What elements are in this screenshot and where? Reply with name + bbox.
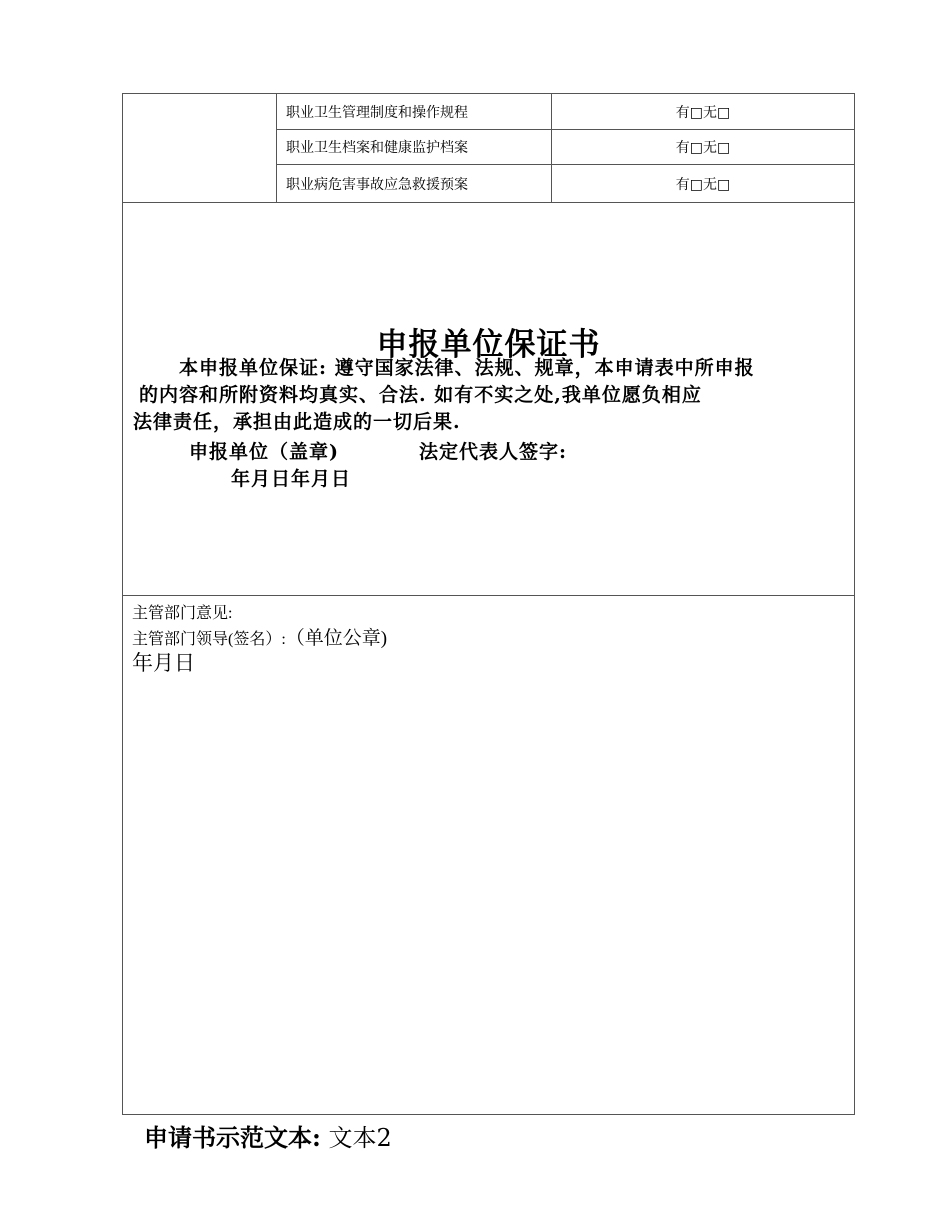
- pledge-section: [123, 203, 854, 596]
- authority-signature-label: 主管部门领导(签名）:: [132, 631, 286, 648]
- table-row: [277, 94, 854, 130]
- checklist-item-name: 职业病危害事故应急救援预案: [277, 165, 552, 202]
- pledge-text-line: 法律责任，承担由此造成的一切后果.: [133, 411, 461, 433]
- checklist-item-name: 职业卫生档案和健康监护档案: [277, 130, 552, 164]
- checklist-item-status: 有□无□: [675, 104, 731, 121]
- footer-label: 申请书示范文本:: [144, 1123, 321, 1152]
- table-row: [277, 165, 854, 202]
- application-form: [122, 93, 855, 1115]
- authority-signature-line: [132, 623, 387, 650]
- footer-value: 文本2: [320, 1124, 392, 1152]
- pledge-text-line: 本申报单位保证: 遵守国家法律、法规、规章，本申请表中所申报: [179, 357, 755, 379]
- checklist-table: [123, 94, 854, 203]
- unit-seal-label: （单位公章): [285, 628, 388, 649]
- checklist-item-status: 有□无□: [675, 176, 731, 193]
- checklist-category-cell: [123, 94, 277, 202]
- applicant-unit-seal-label: 申报单位（盖章): [189, 441, 339, 463]
- table-row: [277, 130, 854, 165]
- document-footer: [144, 1118, 392, 1153]
- pledge-title: 申报单位保证书: [376, 327, 601, 363]
- checklist-item-status: 有□无□: [675, 140, 731, 156]
- legal-representative-signature-label: 法定代表人签字:: [419, 441, 568, 463]
- authority-opinion-section: [123, 596, 854, 1114]
- checklist-item-name: 职业卫生管理制度和操作规程: [277, 94, 552, 129]
- pledge-text-line: 的内容和所附资料均真实、合法. 如有不实之处,我单位愿负相应: [139, 384, 702, 406]
- authority-date-line: 年月日: [132, 651, 195, 675]
- authority-opinion-label: 主管部门意见:: [132, 605, 233, 622]
- pledge-date-line: 年月日年月日: [231, 468, 352, 490]
